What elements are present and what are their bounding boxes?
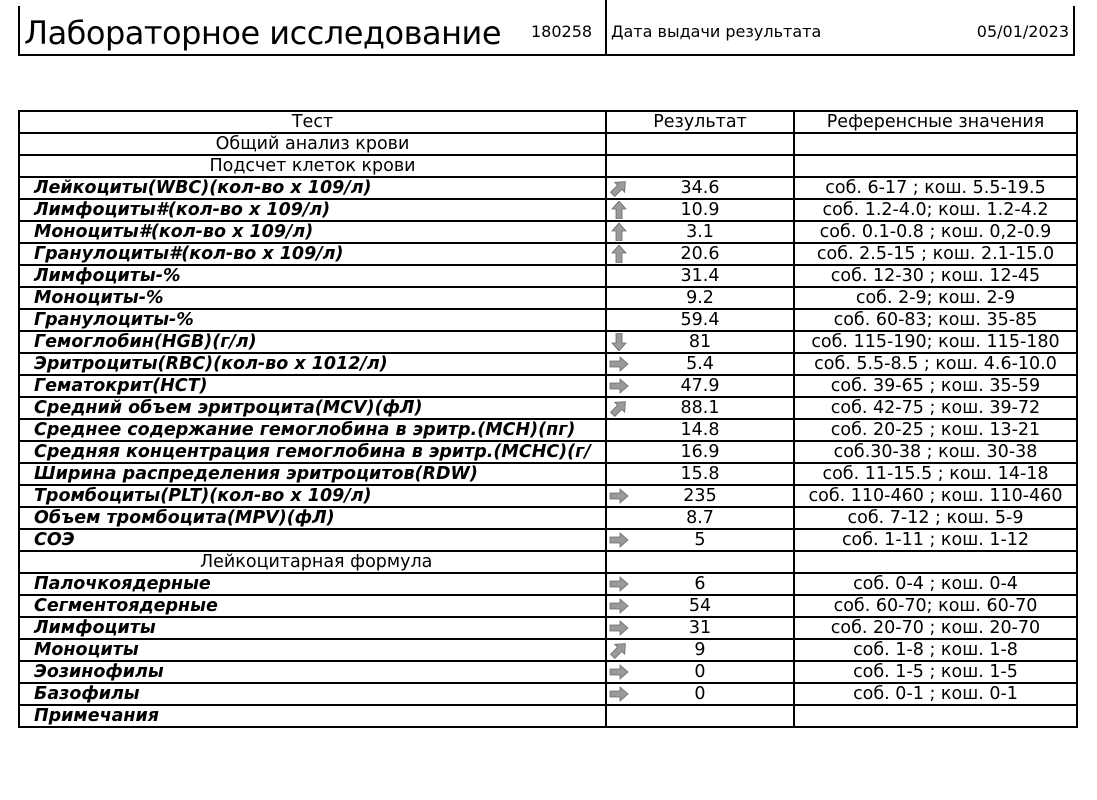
result-value: 59.4	[680, 310, 720, 330]
reference-value: соб. 60-83; кош. 35-85	[794, 309, 1077, 331]
section-title-cell	[19, 551, 606, 573]
section-row	[19, 133, 1077, 155]
test-name: Примечания	[19, 705, 606, 727]
result-cell	[606, 177, 794, 199]
section-row	[19, 551, 1077, 573]
test-name: Среднее содержание гемоглобина в эритр.(MCH)(пг)	[19, 419, 606, 441]
table-row	[19, 595, 1077, 617]
arrow-right-icon	[609, 487, 629, 505]
table-row	[19, 661, 1077, 683]
arrow-right-icon	[609, 685, 629, 703]
column-header-test: Тест	[19, 111, 606, 133]
result-value: 31	[688, 618, 712, 638]
test-name: СОЭ	[19, 529, 606, 551]
result-cell	[606, 419, 794, 441]
table-row	[19, 705, 1077, 727]
arrow-right-icon	[609, 597, 629, 615]
results-table	[18, 110, 1078, 728]
result-cell	[606, 485, 794, 507]
test-name: Базофилы	[19, 683, 606, 705]
result-value: 3.1	[686, 222, 714, 242]
test-name: Моноциты#(кол-во х 109/л)	[19, 221, 606, 243]
test-name: Эозинофилы	[19, 661, 606, 683]
reference-value: соб. 12-30 ; кош. 12-45	[794, 265, 1077, 287]
reference-value: соб. 60-70; кош. 60-70	[794, 595, 1077, 617]
test-name: Моноциты-%	[19, 287, 606, 309]
result-value: 0	[694, 684, 706, 704]
report-number: 180258	[531, 22, 593, 41]
reference-value: соб. 39-65 ; кош. 35-59	[794, 375, 1077, 397]
table-row	[19, 397, 1077, 419]
result-value: 5	[694, 530, 706, 550]
arrow-up-icon	[609, 223, 629, 241]
table-row	[19, 287, 1077, 309]
test-name: Эритроциты(RBC)(кол-во х 1012/л)	[19, 353, 606, 375]
arrow-right-icon	[609, 619, 629, 637]
arrow-up-icon	[609, 201, 629, 219]
header-separator	[605, 6, 607, 54]
table-row	[19, 485, 1077, 507]
table-row	[19, 199, 1077, 221]
test-name: Моноциты	[19, 639, 606, 661]
table-row	[19, 375, 1077, 397]
result-value: 9	[694, 640, 706, 660]
result-date: 05/01/2023	[976, 22, 1069, 41]
result-cell	[606, 353, 794, 375]
column-header-result: Результат	[606, 111, 794, 133]
table-row	[19, 573, 1077, 595]
reference-value: соб. 2.5-15 ; кош. 2.1-15.0	[794, 243, 1077, 265]
arrow-right-icon	[609, 531, 629, 549]
result-value: 10.9	[680, 200, 720, 220]
table-row	[19, 353, 1077, 375]
table-row	[19, 309, 1077, 331]
arrow-up-icon	[609, 245, 629, 263]
result-value: 34.6	[680, 178, 720, 198]
section-title-cell	[19, 155, 606, 177]
result-cell	[606, 683, 794, 705]
result-value: 6	[694, 574, 706, 594]
test-name: Гранулоциты-%	[19, 309, 606, 331]
result-value: 47.9	[680, 376, 720, 396]
table-row	[19, 683, 1077, 705]
test-name: Лимфоциты-%	[19, 265, 606, 287]
reference-value: соб. 0.1-0.8 ; кош. 0,2-0.9	[794, 221, 1077, 243]
section-title: Общий анализ крови	[215, 134, 410, 154]
table-row	[19, 419, 1077, 441]
section-title-cell	[19, 133, 606, 155]
arrow-up-right-icon	[609, 179, 629, 197]
reference-value	[794, 705, 1077, 727]
empty-cell	[794, 155, 1077, 177]
reference-value: соб. 1-5 ; кош. 1-5	[794, 661, 1077, 683]
reference-value: соб. 7-12 ; кош. 5-9	[794, 507, 1077, 529]
empty-cell	[794, 133, 1077, 155]
result-cell	[606, 595, 794, 617]
test-name: Лейкоциты(WBC)(кол-во х 109/л)	[19, 177, 606, 199]
table-row	[19, 331, 1077, 353]
reference-value: соб. 110-460 ; кош. 110-460	[794, 485, 1077, 507]
result-date-label: Дата выдачи результата	[611, 22, 822, 41]
reference-value: соб. 1-8 ; кош. 1-8	[794, 639, 1077, 661]
test-name: Лимфоциты	[19, 617, 606, 639]
result-value: 54	[688, 596, 712, 616]
table-row	[19, 243, 1077, 265]
reference-value: соб. 5.5-8.5 ; кош. 4.6-10.0	[794, 353, 1077, 375]
empty-cell	[794, 551, 1077, 573]
test-name: Гематокрит(HCT)	[19, 375, 606, 397]
empty-cell	[606, 551, 794, 573]
report-header	[18, 6, 1075, 56]
table-row	[19, 463, 1077, 485]
table-row	[19, 441, 1077, 463]
reference-value: соб. 11-15.5 ; кош. 14-18	[794, 463, 1077, 485]
result-value: 16.9	[680, 442, 720, 462]
result-value: 5.4	[686, 354, 714, 374]
column-header-reference: Референсные значения	[794, 111, 1077, 133]
result-value: 15.8	[680, 464, 720, 484]
result-value: 235	[683, 486, 717, 506]
reference-value: соб. 115-190; кош. 115-180	[794, 331, 1077, 353]
reference-value: соб. 2-9; кош. 2-9	[794, 287, 1077, 309]
result-cell	[606, 243, 794, 265]
result-cell	[606, 309, 794, 331]
test-name: Средняя концентрация гемоглобина в эритр.(MCHC)(г/	[19, 441, 606, 463]
arrow-right-icon	[609, 355, 629, 373]
test-name: Палочкоядерные	[19, 573, 606, 595]
empty-cell	[606, 155, 794, 177]
table-row	[19, 617, 1077, 639]
result-cell	[606, 573, 794, 595]
reference-value: соб. 1-11 ; кош. 1-12	[794, 529, 1077, 551]
table-row	[19, 177, 1077, 199]
table-row	[19, 529, 1077, 551]
test-name: Гемоглобин(HGB)(г/л)	[19, 331, 606, 353]
test-name: Тромбоциты(PLT)(кол-во х 109/л)	[19, 485, 606, 507]
reference-value: соб. 0-1 ; кош. 0-1	[794, 683, 1077, 705]
result-cell	[606, 221, 794, 243]
table-row	[19, 221, 1077, 243]
test-name: Сегментоядерные	[19, 595, 606, 617]
test-name: Гранулоциты#(кол-во х 109/л)	[19, 243, 606, 265]
result-value: 88.1	[680, 398, 720, 418]
reference-value: соб. 20-70 ; кош. 20-70	[794, 617, 1077, 639]
result-cell	[606, 617, 794, 639]
result-value: 81	[688, 332, 712, 352]
arrow-right-icon	[609, 663, 629, 681]
test-name: Объем тромбоцита(MPV)(фЛ)	[19, 507, 606, 529]
result-value: 14.8	[680, 420, 720, 440]
reference-value: соб. 6-17 ; кош. 5.5-19.5	[794, 177, 1077, 199]
result-cell	[606, 705, 794, 727]
result-cell	[606, 287, 794, 309]
result-cell	[606, 331, 794, 353]
result-cell	[606, 463, 794, 485]
result-cell	[606, 441, 794, 463]
table-header-row	[19, 111, 1077, 133]
reference-value: соб. 20-25 ; кош. 13-21	[794, 419, 1077, 441]
result-value: 8.7	[686, 508, 714, 528]
result-value: 9.2	[686, 288, 714, 308]
arrow-up-right-icon	[609, 641, 629, 659]
page-title: Лабораторное исследование	[24, 14, 501, 52]
reference-value: соб. 42-75 ; кош. 39-72	[794, 397, 1077, 419]
arrow-down-icon	[609, 333, 629, 351]
table-row	[19, 639, 1077, 661]
result-cell	[606, 639, 794, 661]
section-title: Подсчет клеток крови	[209, 156, 416, 176]
section-title: Лейкоцитарная формула	[200, 552, 433, 572]
reference-value: соб. 0-4 ; кош. 0-4	[794, 573, 1077, 595]
result-cell	[606, 375, 794, 397]
table-row	[19, 265, 1077, 287]
reference-value: соб. 1.2-4.0; кош. 1.2-4.2	[794, 199, 1077, 221]
test-name: Средний объем эритроцита(MCV)(фЛ)	[19, 397, 606, 419]
test-name: Лимфоциты#(кол-во х 109/л)	[19, 199, 606, 221]
result-value: 20.6	[680, 244, 720, 264]
result-cell	[606, 397, 794, 419]
results-table-body	[19, 111, 1077, 727]
result-value: 0	[694, 662, 706, 682]
arrow-up-right-icon	[609, 399, 629, 417]
result-cell	[606, 199, 794, 221]
result-cell	[606, 529, 794, 551]
empty-cell	[606, 133, 794, 155]
result-cell	[606, 265, 794, 287]
arrow-right-icon	[609, 575, 629, 593]
result-cell	[606, 661, 794, 683]
reference-value: соб.30-38 ; кош. 30-38	[794, 441, 1077, 463]
test-name: Ширина распределения эритроцитов(RDW)	[19, 463, 606, 485]
section-row	[19, 155, 1077, 177]
result-cell	[606, 507, 794, 529]
arrow-right-icon	[609, 377, 629, 395]
result-value: 31.4	[680, 266, 720, 286]
table-row	[19, 507, 1077, 529]
